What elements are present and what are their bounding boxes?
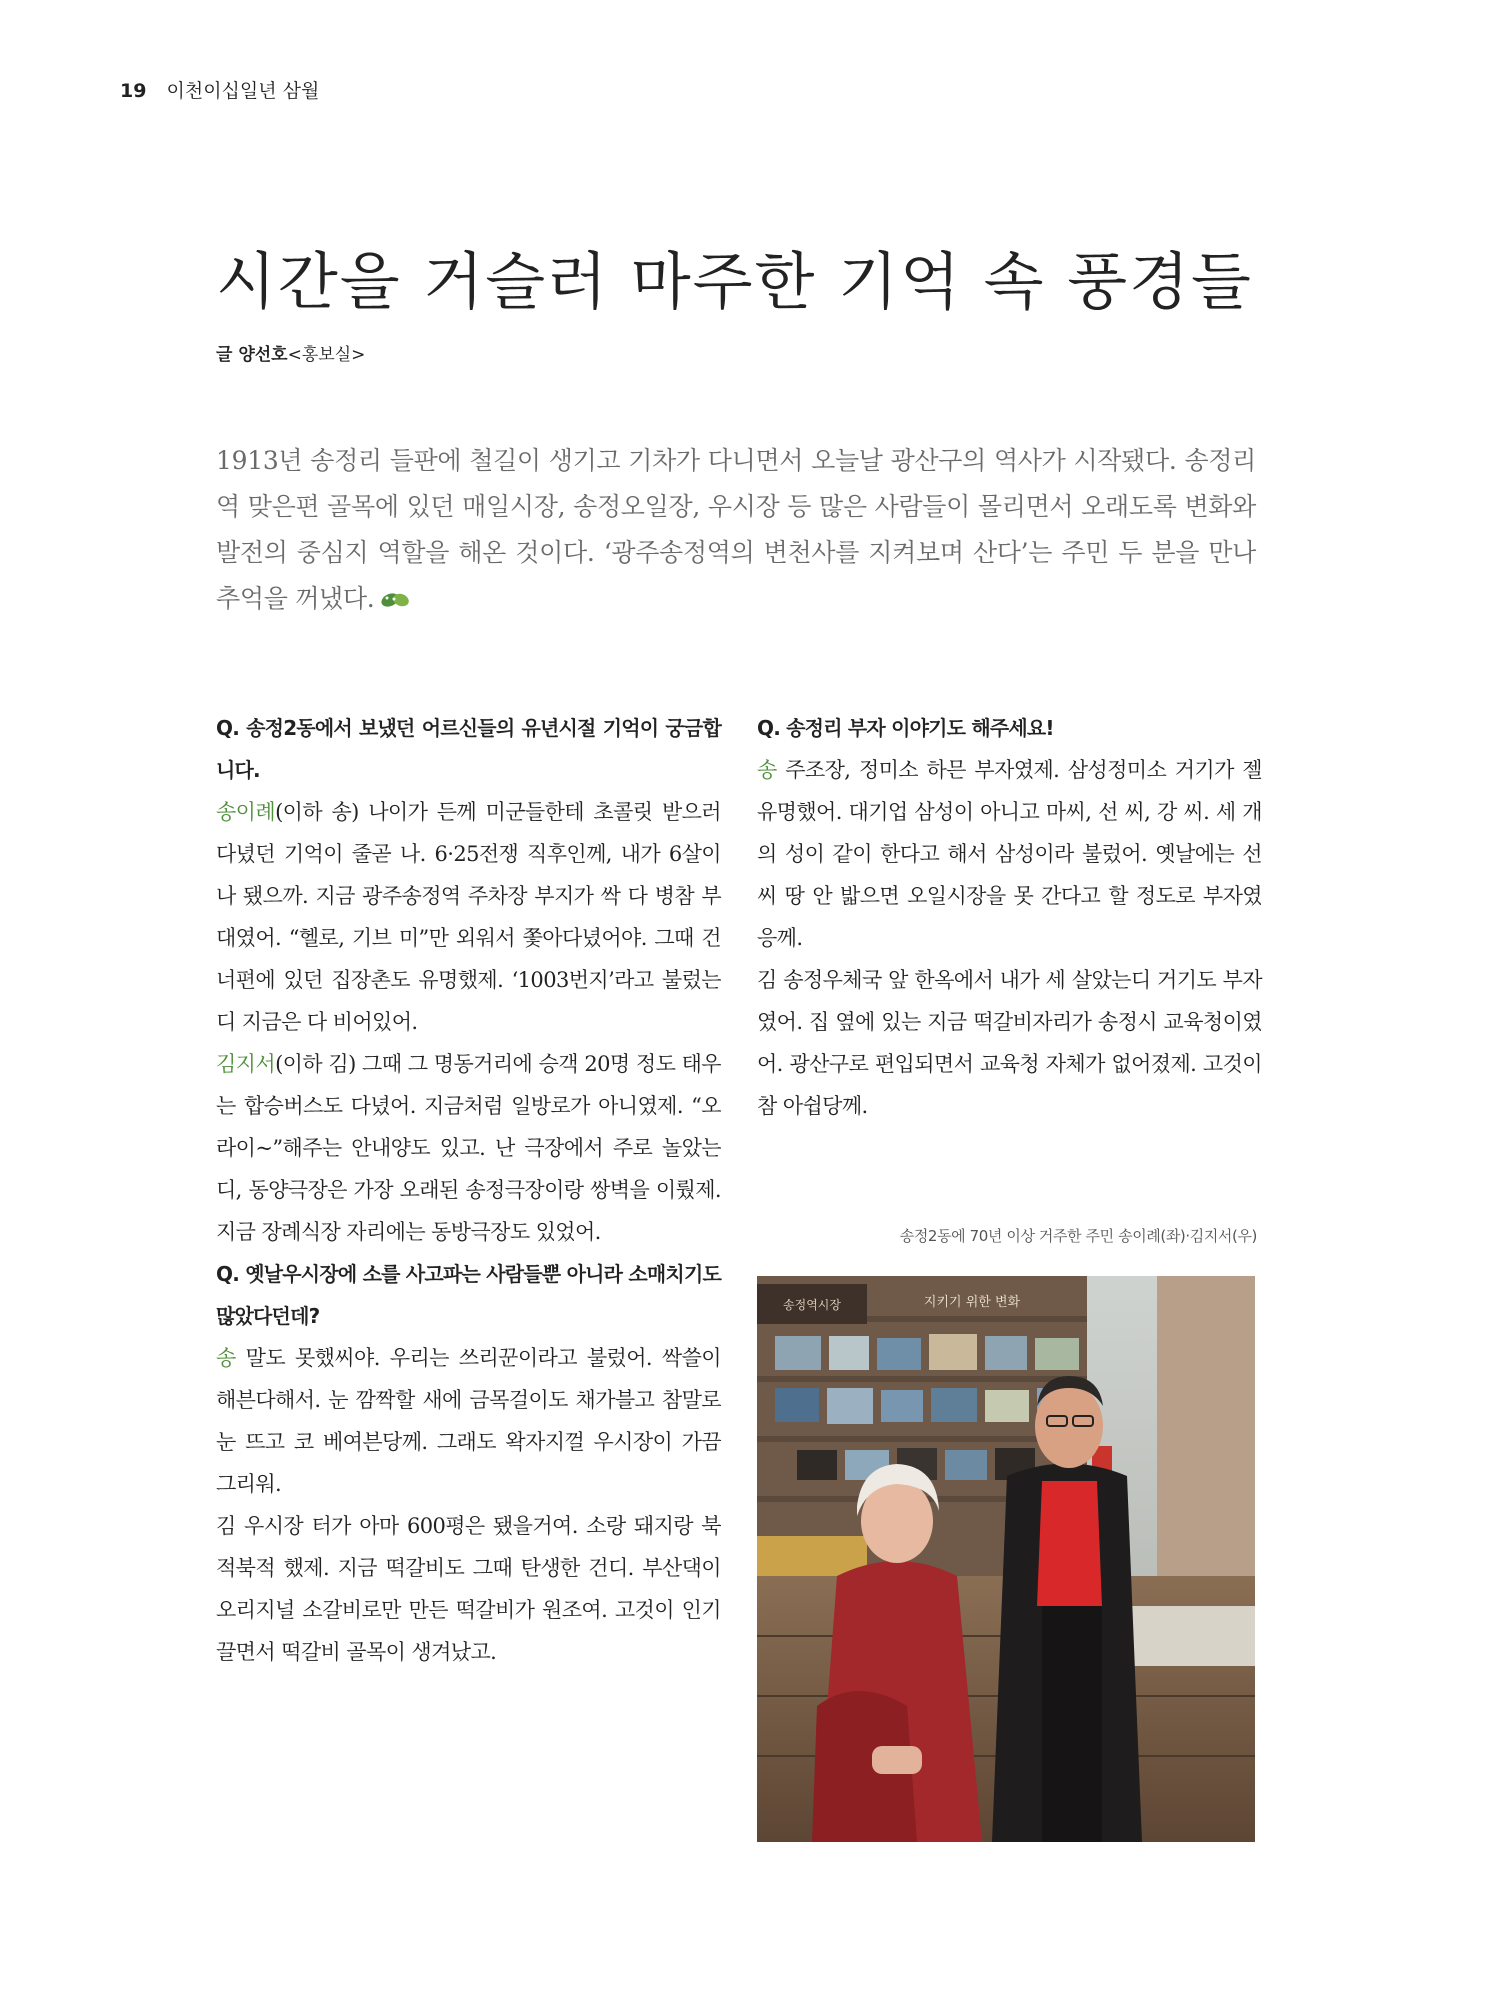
answer-6-text: 송정우체국 앞 한옥에서 내가 세 살았는디 거기도 부자였어. 집 옆에 있는 지금 떡갈비자리가 송정시 교육청이였어. 광산구로 편입되면서 교육청 자체가 없어졌제. 고것이 참 아쉽당께. <box>757 968 1262 1118</box>
speaker-kim: 김지서 <box>216 1052 276 1076</box>
answer-1 <box>216 791 721 1043</box>
residents-photo <box>757 1276 1255 1842</box>
board-logo: 송정역시장 <box>783 1298 841 1312</box>
photo-caption: 송정2동에 70년 이상 거주한 주민 송이례(좌)·김지서(우) <box>899 1227 1257 1245</box>
page-header <box>120 76 319 103</box>
speaker-song-short: 송 <box>757 758 777 782</box>
speaker-song-short: 송 <box>216 1346 236 1370</box>
lead-paragraph <box>216 438 1256 624</box>
article-title: 시간을 거슬러 마주한 기억 속 풍경들 <box>216 245 1253 318</box>
page-number: 19 <box>120 80 147 102</box>
answer-4 <box>216 1505 721 1673</box>
question-2: Q. 옛날우시장에 소를 사고파는 사람들뿐 아니라 소매치기도 많았다던데? <box>216 1262 721 1328</box>
answer-5-text: 주조장, 정미소 하믄 부자였제. 삼성정미소 거기가 젤 유명했어. 대기업 삼성이 아니고 마씨, 선 씨, 강 씨. 세 개의 성이 같이 한다고 해서 삼성이라 불렀어. 옛날에는 선 씨 땅 안 밟으면 오일시장을 못 간다고 할 정도로 부자였응께. <box>757 758 1262 950</box>
answer-3-text: 말도 못했씨야. 우리는 쓰리꾼이라고 불렀어. 싹쓸이 해븐다해서. 눈 깜짝할 새에 금목걸이도 채가블고 참말로 눈 뜨고 코 베여븐당께. 그래도 왁자지껄 우시장이 가끔 그리워. <box>216 1346 721 1496</box>
answer-5 <box>757 749 1262 959</box>
answer-2-text: (이하 김) 그때 그 명동거리에 승객 20명 정도 태우는 합승버스도 다녔어. 지금처럼 일방로가 아니였제. “오라이~”해주는 안내양도 있고. 난 극장에서 주로 놀았는디, 동양극장은 가장 오래된 송정극장이랑 쌍벽을 이뤘제. 지금 장례식장 자리에는 동방극장도 있었어. <box>216 1052 721 1244</box>
speaker-kim-short: 김 <box>216 1514 236 1538</box>
author-name: 글 양선호 <box>216 345 288 365</box>
speaker-kim-short: 김 <box>757 968 777 992</box>
lead-text: 1913년 송정리 들판에 철길이 생기고 기차가 다니면서 오늘날 광산구의 역사가 시작됐다. 송정리역 맞은편 골목에 있던 매일시장, 송정오일장, 우시장 등 많은 사람들이 몰리면서 오래도록 변화와 발전의 중심지 역할을 해온 것이다. ‘광주송정역의 변천사를 지켜보며 산다’는 주민 두 분을 만나 추억을 꺼냈다. <box>216 446 1256 613</box>
leaf-icon <box>380 578 410 624</box>
board-title: 지키기 위한 변화 <box>923 1295 1021 1310</box>
author-dept: <홍보실> <box>287 345 366 365</box>
issue-date: 이천이십일년 삼월 <box>166 80 320 102</box>
answer-1-text: (이하 송) 나이가 든께 미군들한테 초콜릿 받으러 다녔던 기억이 줄곧 나. 6·25전쟁 직후인께, 내가 6살이나 됐으까. 지금 광주송정역 주차장 부지가 싹 다 병참 부대였어. “헬로, 기브 미”만 외워서 쫓아다녔어야. 그때 건너편에 있던 집장촌도 유명했제. ‘1003번지’라고 불렀는디 지금은 다 비어있어. <box>216 800 721 1034</box>
left-column <box>216 707 721 1673</box>
answer-2 <box>216 1043 721 1253</box>
speaker-song: 송이례 <box>216 800 276 824</box>
answer-3 <box>216 1337 721 1505</box>
right-column <box>757 707 1262 1127</box>
answer-4-text: 우시장 터가 아마 600평은 됐을거여. 소랑 돼지랑 북적북적 했제. 지금 떡갈비도 그때 탄생한 건디. 부산댁이 오리지널 소갈비로만 만든 떡갈비가 원조여. 고것이 인기 끌면서 떡갈비 골목이 생겨났고. <box>216 1514 721 1664</box>
question-3: Q. 송정리 부자 이야기도 해주세요! <box>757 716 1054 740</box>
answer-6 <box>757 959 1262 1127</box>
byline <box>216 340 365 365</box>
question-1: Q. 송정2동에서 보냈던 어르신들의 유년시절 기억이 궁금합니다. <box>216 716 721 782</box>
